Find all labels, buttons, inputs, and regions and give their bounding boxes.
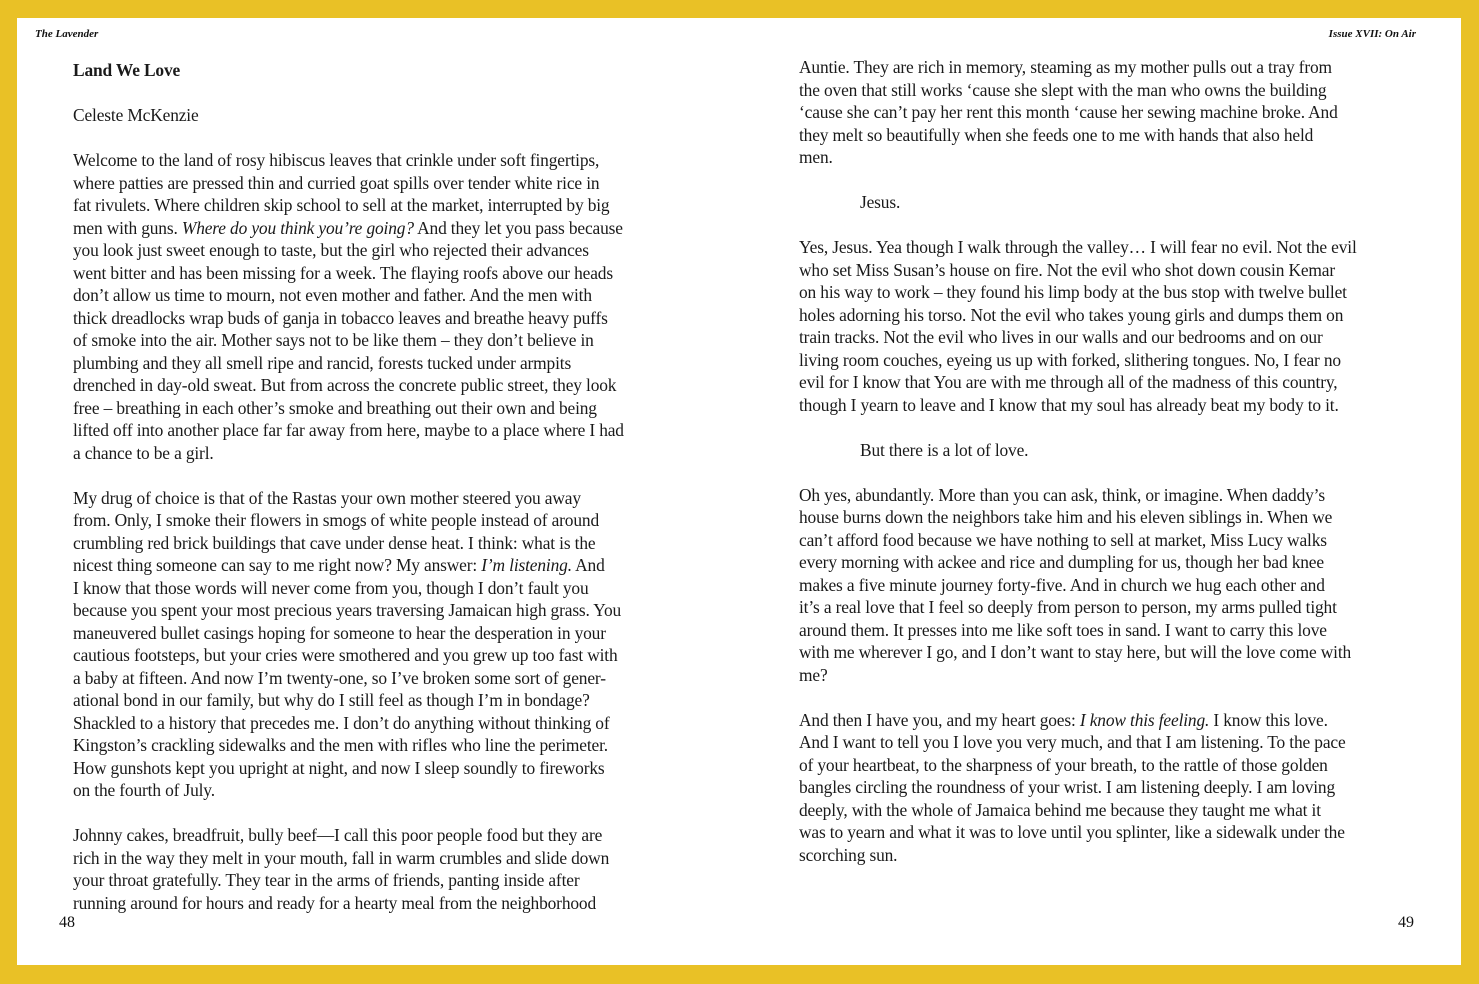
text-line: fat rivulets. Where children skip school to sell at the market, interrupted by big [73,195,610,215]
page-number-left: 48 [59,914,75,931]
text-line: of smoke into the air. Mother says not to be like them – they don’t believe in [73,330,594,350]
text-line: Johnny cakes, breadfruit, bully beef—I call this poor people food but they are [73,825,603,845]
text-line: free – breathing in each other’s smoke and breathing out their own and being [73,397,597,418]
text-line: evil for I know that You are with me through all of the madness of this country, [799,372,1338,392]
text-line: drenched in day-old sweat. But from across the concrete public street, they look [73,375,617,395]
text-line: makes a five minute journey forty-five. And in church we hug each other and [799,574,1325,595]
text-line: running around for hours and ready for a hearty meal from the neighborhood [73,892,597,913]
text-line: they melt so beautifully when she feeds one to me with hands that also held [799,124,1314,145]
article-title: Land We Love [73,60,181,80]
page-number-right: 49 [1398,914,1414,931]
text-line: ational bond in our family, but why do I still feel as though I’m in bondage? [73,690,590,710]
left-page-column [73,59,693,937]
text-line: a chance to be a girl. [73,442,214,463]
text-line: crumbling red brick buildings that cave under dense heat. I think: what is the [73,532,596,553]
text-line: maneuvered bullet casings hoping for someone to hear the desperation in your [73,622,606,643]
text-line: Welcome to the land of rosy hibiscus leaves that crinkle under soft fingertips, [73,150,600,170]
text-line: a baby at fifteen. And now I’m twenty-one, so I’ve broken some sort of gener- [73,667,606,688]
text-line: deeply, with the whole of Jamaica behind me because they taught me what it [799,799,1321,820]
text-line: you look just sweet enough to taste, but the girl who rejected their advances [73,240,589,260]
paragraph [73,149,693,464]
text-line: men. [799,147,833,167]
emphasized-text: I’m listening. [481,555,572,575]
text-line: because you spent your most precious years traversing Jamaican high grass. You [73,600,622,620]
emphasized-text: Where do you think you’re going? [181,217,414,238]
text-line: scorching sun. [799,844,898,865]
text-line: on the fourth of July. [73,780,215,800]
text-line: Auntie. They are rich in memory, steaming as my mother pulls out a tray from [799,57,1332,77]
text-line: train tracks. Not the evil who lives in our walls and our bedrooms and on our [799,327,1323,347]
text-line: the oven that still works ‘cause she slept with the man who owns the building [799,79,1327,100]
text-line: rich in the way they melt in your mouth, fall in warm crumbles and slide down [73,847,610,868]
issue-title: Issue XVII: On Air [1328,28,1416,40]
text-line: How gunshots kept you upright at night, and now I sleep soundly to fireworks [73,757,605,778]
indented-line: But there is a lot of love. [860,439,1029,460]
text-line: Kingston’s crackling sidewalks and the men with rifles who line the perimeter. [73,735,609,755]
text-line: every morning with ackee and rice and dumpling for us, though her bad knee [799,552,1324,572]
text-line: Shackled to a history that precedes me. I don’t do anything without thinking of [73,712,610,733]
text-line: men with guns. Where do you think you’re going? And they let you pass because [73,217,623,238]
text-line: bangles circling the roundness of your wrist. I am listening deeply. I am loving [799,777,1336,797]
text-line: thick dreadlocks wrap buds of ganja in tobacco leaves and breathe heavy puffs [73,307,608,328]
text-line: was to yearn and what it was to love until you splinter, like a sidewalk under the [799,822,1345,842]
right-page-column [799,56,1419,889]
text-line: Yes, Jesus. Yea though I walk through the valley… I will fear no evil. Not the evil [799,237,1357,257]
paragraph [799,484,1419,687]
indented-line: Jesus. [860,192,901,212]
text-line: on his way to work – they found his limp body at the bus stop with twelve bullet [799,282,1347,302]
text-line: holes adorning his torso. Not the evil who takes young girls and dumps them on [799,304,1344,325]
text-line: around them. It presses into me like soft toes in sand. I want to carry this love [799,619,1327,640]
text-line: nicest thing someone can say to me right now? My answer: I’m listening. And [73,555,605,575]
text-line: Oh yes, abundantly. More than you can ask, think, or imagine. When daddy’s [799,484,1325,505]
paragraph [799,56,1419,169]
text-line: of your heartbeat, to the sharpness of your breath, to the rattle of those golden [799,754,1328,775]
magazine-spread [17,18,1461,965]
text-line: don’t allow us time to mourn, not even mother and father. And the men with [73,285,592,305]
publication-name: The Lavender [35,28,99,40]
text-line: cautious footsteps, but your cries were smothered and you grew up too fast with [73,645,618,665]
paragraph [799,709,1419,867]
text-line: your throat gratefully. They tear in the arms of friends, panting inside after [73,870,580,890]
text-line: can’t afford food because we have nothing to sell at market, Miss Lucy walks [799,529,1327,550]
text-line: plumbing and they all smell ripe and rancid, forests tucked under armpits [73,352,572,373]
text-line: living room couches, eyeing us up with forked, slithering tongues. No, I fear no [799,349,1341,370]
text-line: lifted off into another place far far away from here, maybe to a place where I had [73,420,624,440]
text-line: me? [799,664,828,685]
text-line: And I want to tell you I love you very much, and that I am listening. To the pace [799,732,1346,752]
paragraph [799,236,1419,416]
text-line: though I yearn to leave and I know that my soul has already beat my body to it. [799,394,1339,415]
paragraph [73,824,693,914]
text-line: from. Only, I smoke their flowers in smogs of white people instead of around [73,510,599,530]
paragraph [73,487,693,802]
text-line: My drug of choice is that of the Rastas your own mother steered you away [73,487,581,508]
text-line: house burns down the neighbors take him and his eleven siblings in. When we [799,507,1333,527]
text-line: with me wherever I go, and I don’t want to stay here, but will the love come with [799,642,1352,662]
text-line: who set Miss Susan’s house on fire. Not the evil who shot down cousin Kemar [799,259,1336,280]
emphasized-text: I know this feeling. [1079,709,1210,730]
text-line: it’s a real love that I feel so deeply from person to person, my arms pulled tight [799,597,1337,617]
article-author: Celeste McKenzie [73,105,199,125]
text-line: where patties are pressed thin and curried goat spills over tender white rice in [73,172,600,193]
text-line: went bitter and has been missing for a week. The flaying roofs above our heads [73,262,613,283]
text-line: ‘cause she can’t pay her rent this month ‘cause her sewing machine broke. And [799,102,1338,122]
text-line: And then I have you, and my heart goes: I know this feeling. I know this love. [799,709,1328,730]
text-line: I know that those words will never come from you, though I don’t fault you [73,577,589,598]
